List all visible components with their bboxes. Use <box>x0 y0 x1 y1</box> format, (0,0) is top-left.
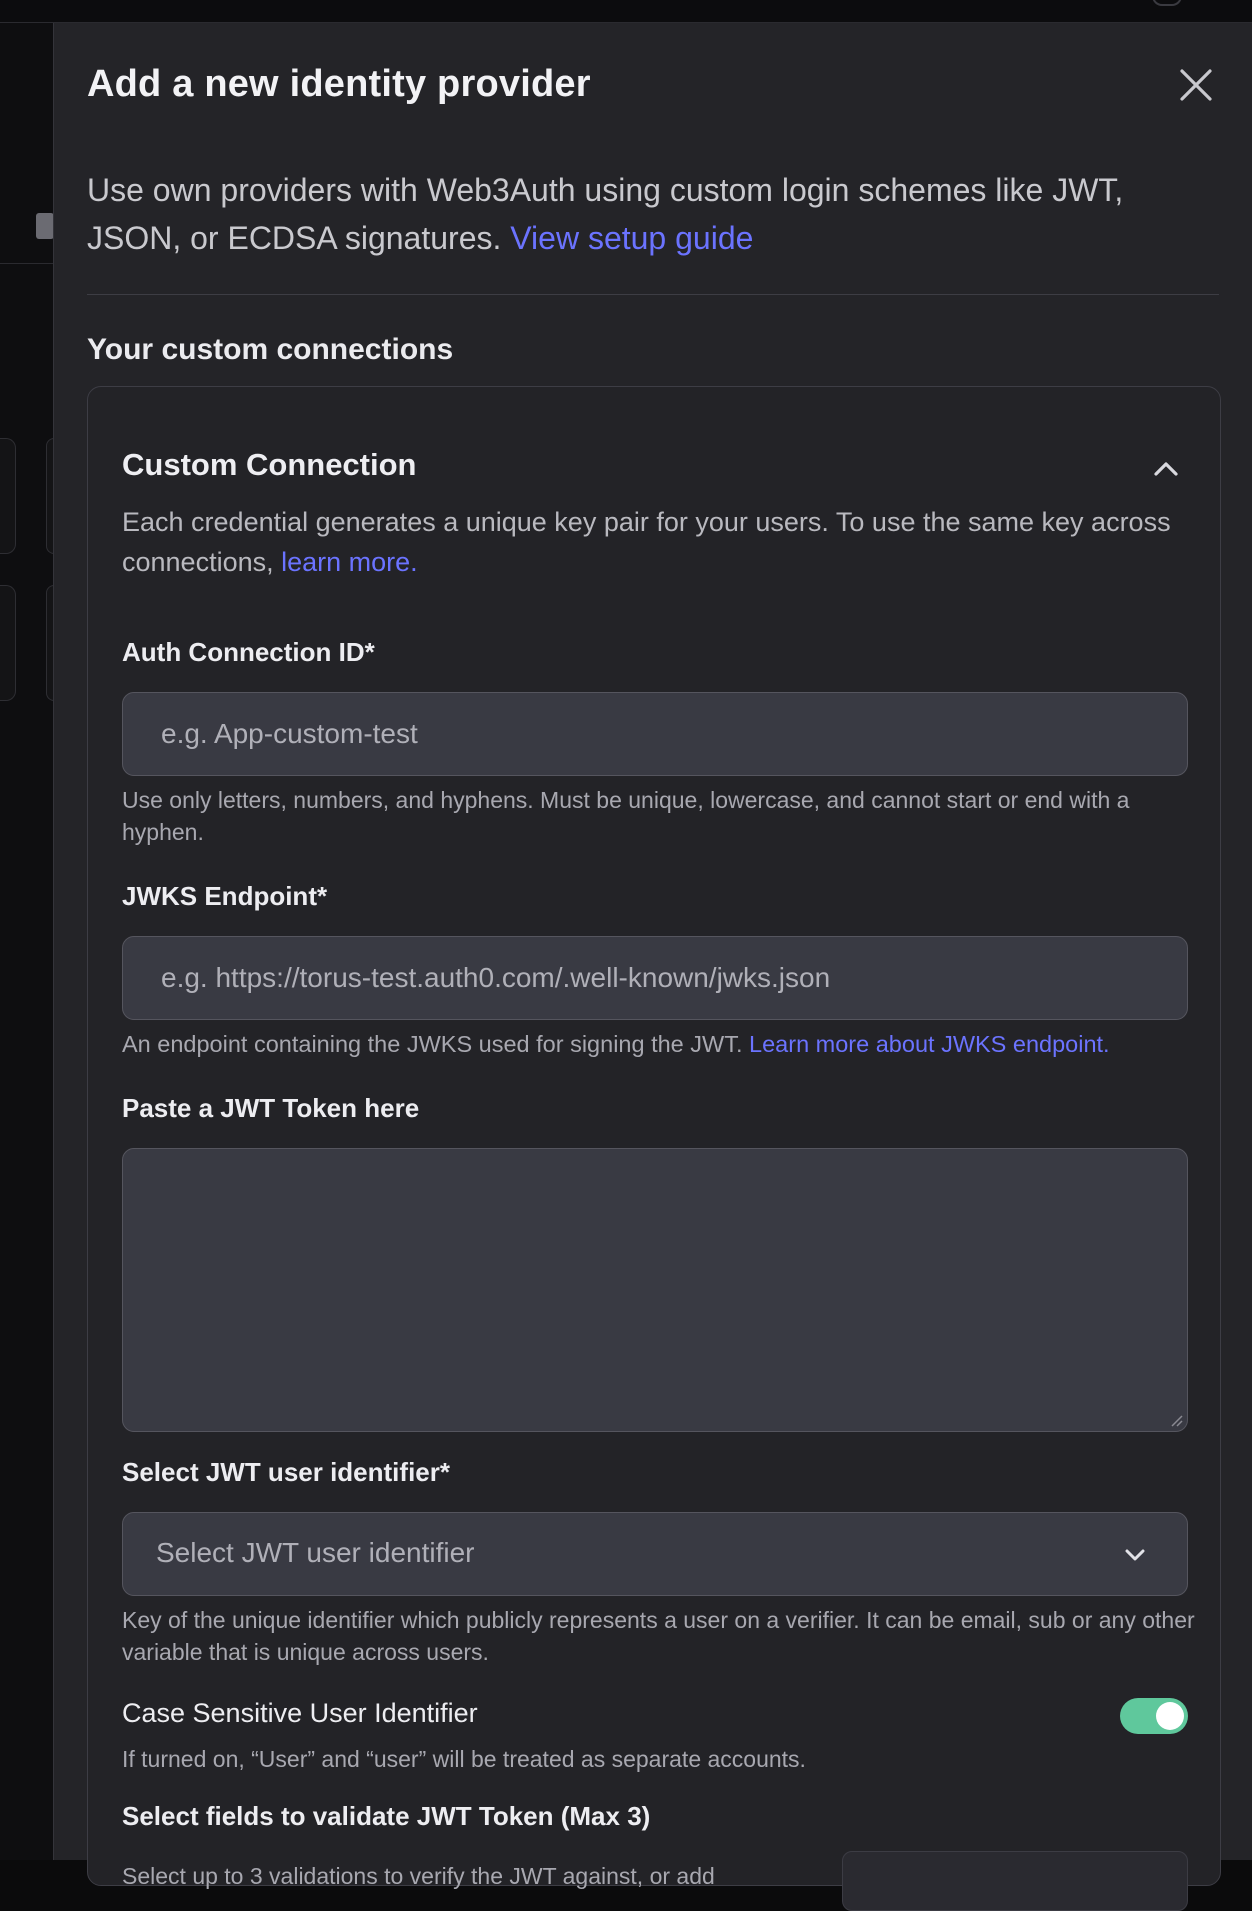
auth-connection-id-label: Auth Connection ID* <box>122 637 375 667</box>
jwks-endpoint-label: JWKS Endpoint* <box>122 881 328 911</box>
avatar[interactable] <box>1152 0 1182 6</box>
auth-connection-id-help: Use only letters, numbers, and hyphens. Must be unique, lowercase, and cannot start or end with a hyphen. <box>122 787 1130 845</box>
jwks-endpoint-help-text: An endpoint containing the JWKS used for signing the JWT. <box>122 1031 750 1057</box>
close-button[interactable] <box>1178 67 1214 103</box>
connection-description <box>122 502 1192 582</box>
learn-more-link[interactable]: learn more. <box>281 547 418 577</box>
chevron-up-icon[interactable] <box>1152 455 1180 483</box>
background-card[interactable] <box>0 585 16 701</box>
connection-description-text: Each credential generates a unique key pair for your users. To use the same key across connections, <box>122 507 1171 577</box>
custom-connection-card <box>87 386 1221 1889</box>
background-app-panel <box>0 23 53 1860</box>
add-validation-button[interactable] <box>842 1851 1188 1911</box>
jwt-token-label: Paste a JWT Token here <box>122 1093 420 1123</box>
drawer-description <box>87 166 1217 262</box>
resize-grip-icon[interactable] <box>1170 1414 1184 1428</box>
user-identifier-selected: Select JWT user identifier <box>156 1537 475 1568</box>
background-card[interactable] <box>0 438 16 554</box>
close-icon <box>1178 67 1214 103</box>
validate-fields-help: Select up to 3 validations to verify the JWT against, or add <box>122 1863 715 1889</box>
section-title: Your custom connections <box>87 333 454 366</box>
case-sensitive-help: If turned on, “User” and “user” will be treated as separate accounts. <box>122 1746 806 1772</box>
toggle-knob <box>1156 1702 1184 1730</box>
case-sensitive-toggle[interactable] <box>1120 1698 1188 1734</box>
drawer-title: Add a new identity provider <box>87 63 591 105</box>
connection-title[interactable]: Custom Connection <box>122 447 417 482</box>
jwks-learn-more-link[interactable]: Learn more about JWKS endpoint. <box>749 1031 1110 1057</box>
jwks-endpoint-help <box>122 1028 1202 1060</box>
jwks-endpoint-input[interactable] <box>122 936 1188 1020</box>
archive-icon[interactable] <box>36 213 54 239</box>
drawer-description-text: Use own providers with Web3Auth using custom login schemes like JWT, JSON, or ECDSA signatures. <box>87 172 1124 256</box>
chevron-down-icon <box>1123 1543 1147 1567</box>
jwt-token-textarea[interactable] <box>122 1148 1188 1432</box>
add-identity-provider-drawer <box>53 23 1252 1889</box>
divider <box>87 294 1219 295</box>
user-identifier-select[interactable] <box>122 1512 1188 1596</box>
case-sensitive-label: Case Sensitive User Identifier <box>122 1698 478 1728</box>
setup-guide-link[interactable]: View setup guide <box>510 220 754 256</box>
app-topbar <box>0 0 1252 23</box>
user-identifier-help: Key of the unique identifier which publicly represents a user on a verifier. It can be email, sub or any other variable that is unique across users. <box>122 1607 1195 1665</box>
user-identifier-label: Select JWT user identifier* <box>122 1457 450 1487</box>
divider <box>0 263 53 264</box>
auth-connection-id-input[interactable] <box>122 692 1188 776</box>
validate-fields-label: Select fields to validate JWT Token (Max 3) <box>122 1801 651 1831</box>
